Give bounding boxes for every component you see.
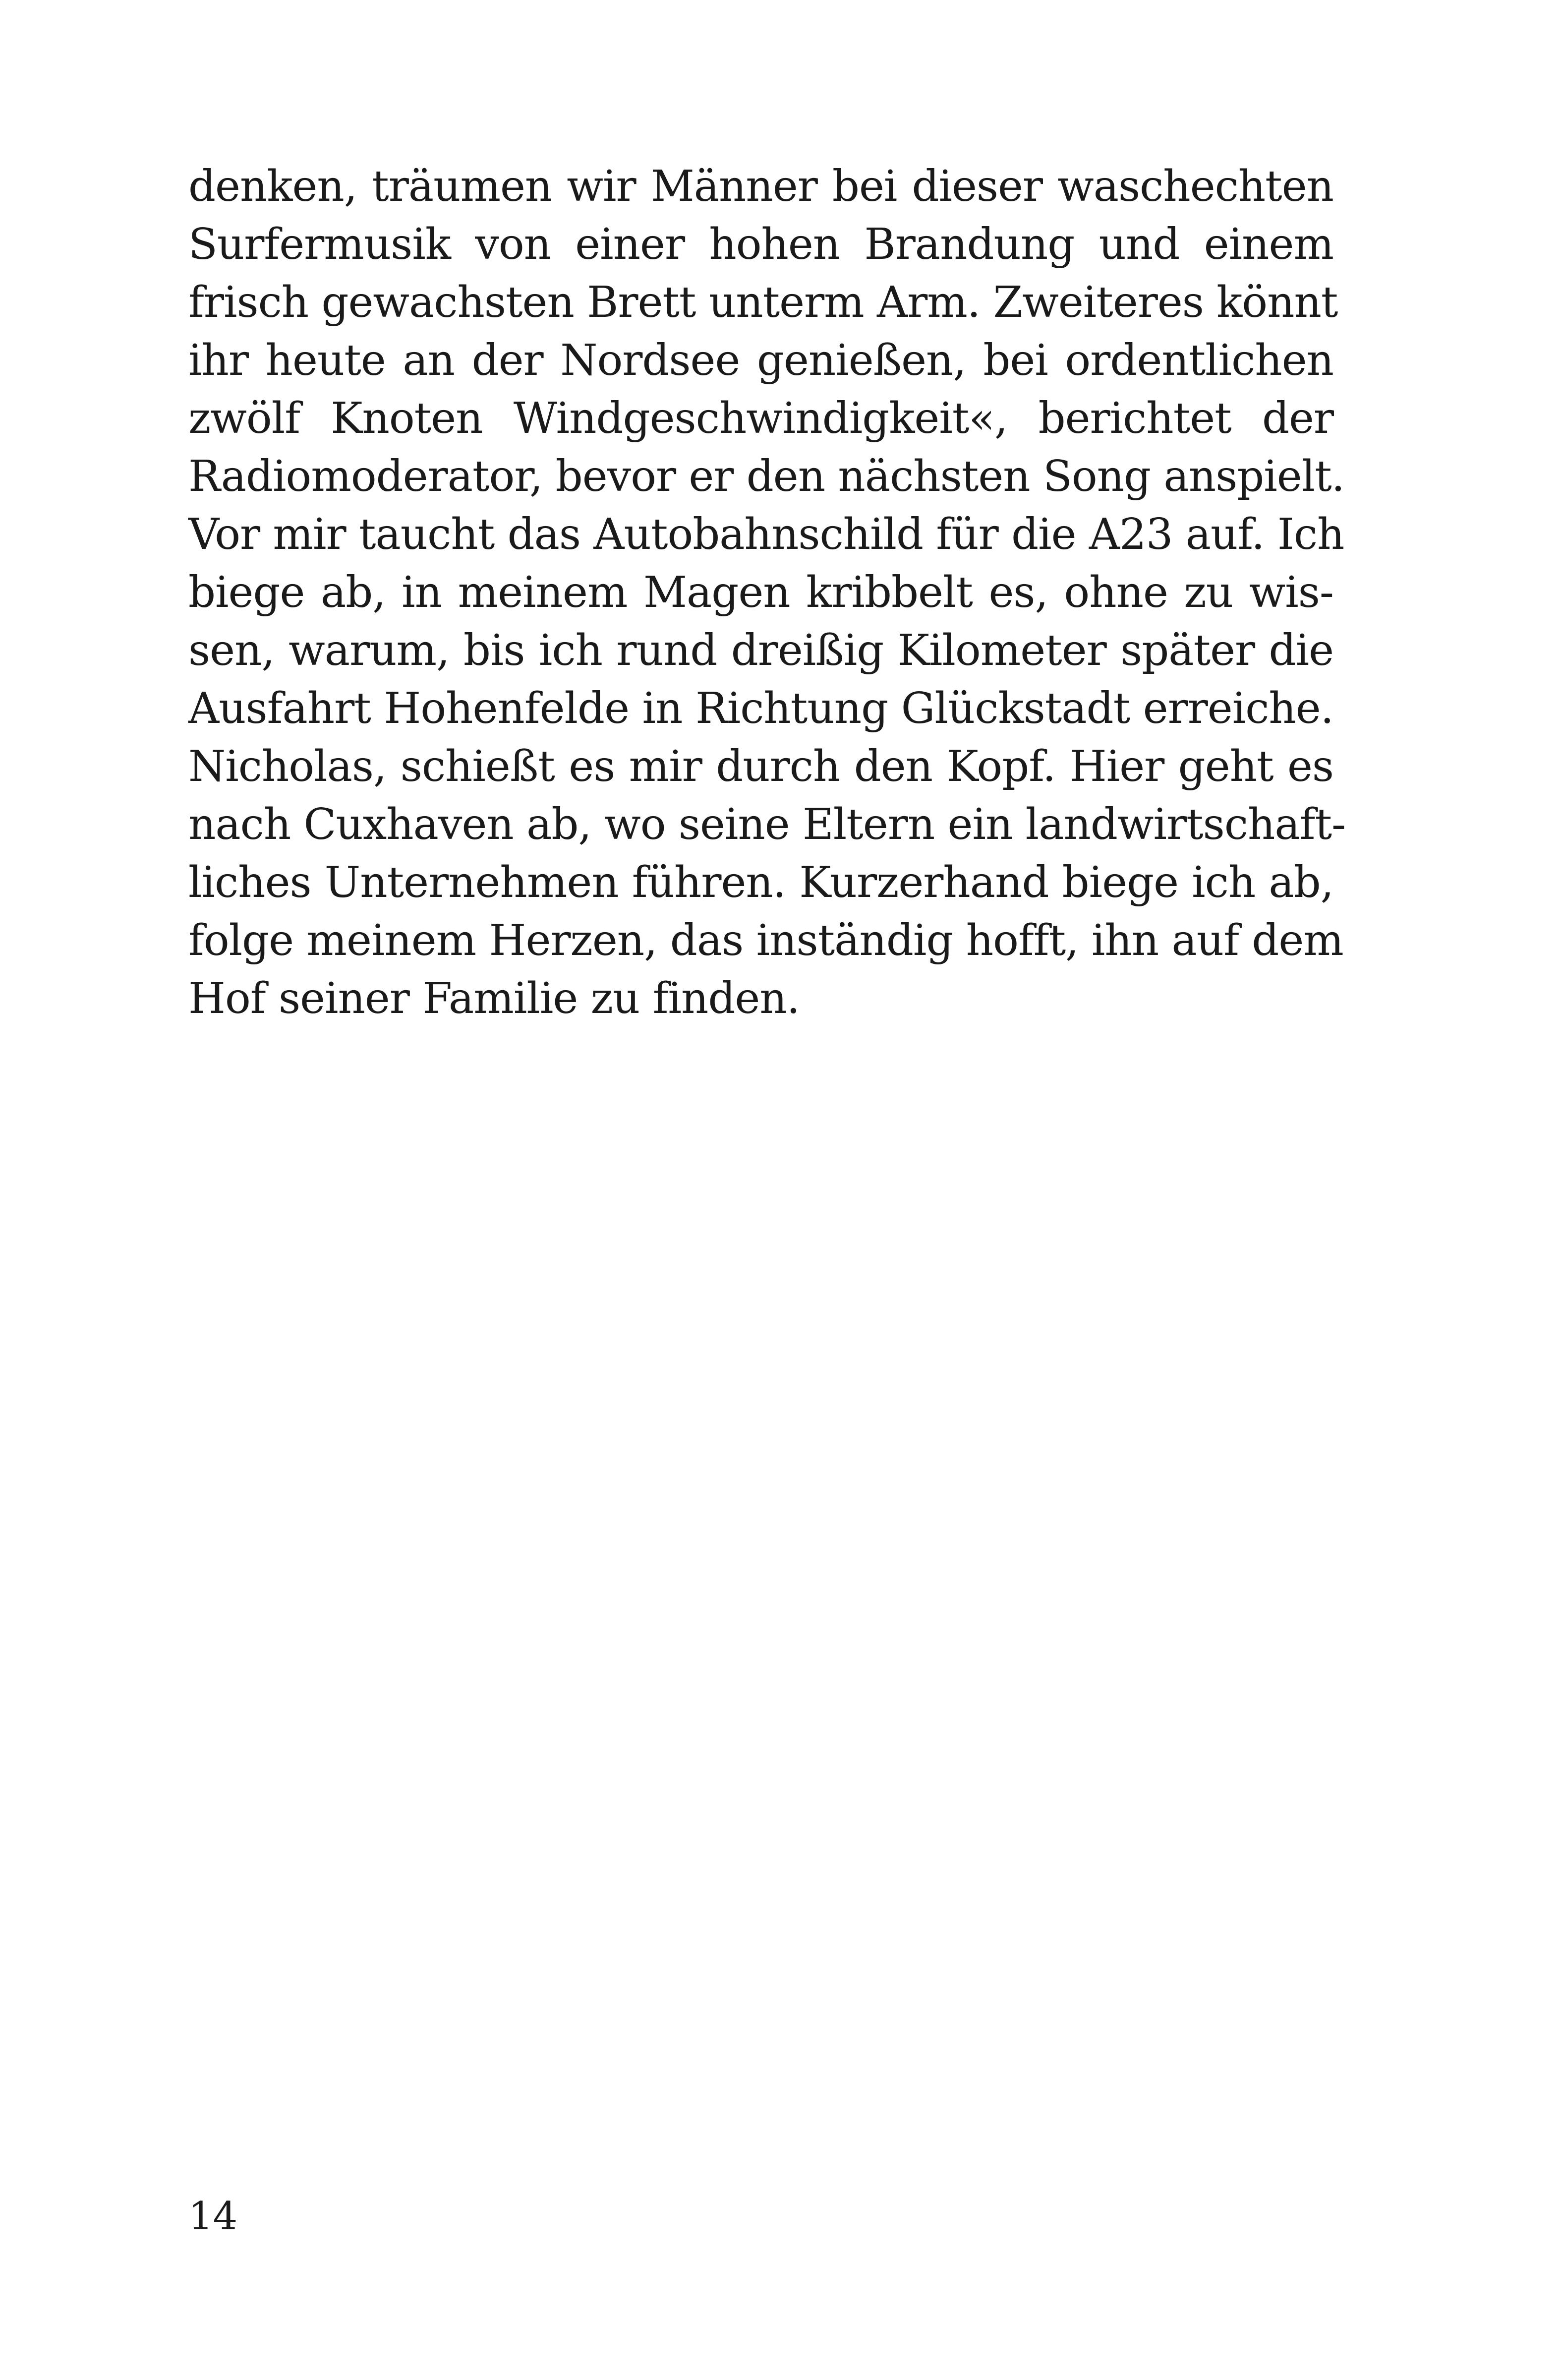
text-line: Surfermusik von einer hohen Brandung und einem [188, 220, 1333, 269]
text-line: Hof seiner Familie zu finden. [188, 974, 800, 1023]
body-text [188, 158, 1346, 1028]
text-line: zwölf Knoten Windgeschwindigkeit«, berichtet der [188, 394, 1333, 443]
text-line: Ausfahrt Hohenfelde in Richtung Glückstadt erreiche. [188, 684, 1333, 733]
text-line: ihr heute an der Nordsee genießen, bei ordentlichen [188, 336, 1333, 385]
text-line: folge meinem Herzen, das inständig hofft, ihn auf dem [188, 916, 1343, 965]
text-line: sen, warum, bis ich rund dreißig Kilometer später die [188, 626, 1333, 675]
text-line: nach Cuxhaven ab, wo seine Eltern ein landwirtschaft- [188, 800, 1346, 849]
text-line: Nicholas, schießt es mir durch den Kopf. Hier geht es [188, 742, 1333, 791]
text-line: Vor mir taucht das Autobahnschild für die A23 auf. Ich [188, 510, 1344, 559]
text-line: denken, träumen wir Männer bei dieser waschechten [188, 162, 1333, 211]
page-number: 14 [188, 2194, 238, 2239]
text-line: Radiomoderator, bevor er den nächsten Song anspielt. [188, 452, 1345, 501]
text-line: biege ab, in meinem Magen kribbelt es, ohne zu wis- [188, 568, 1333, 617]
text-line: liches Unternehmen führen. Kurzerhand biege ich ab, [188, 858, 1333, 907]
text-line: frisch gewachsten Brett unterm Arm. Zweiteres könnt [188, 278, 1338, 327]
